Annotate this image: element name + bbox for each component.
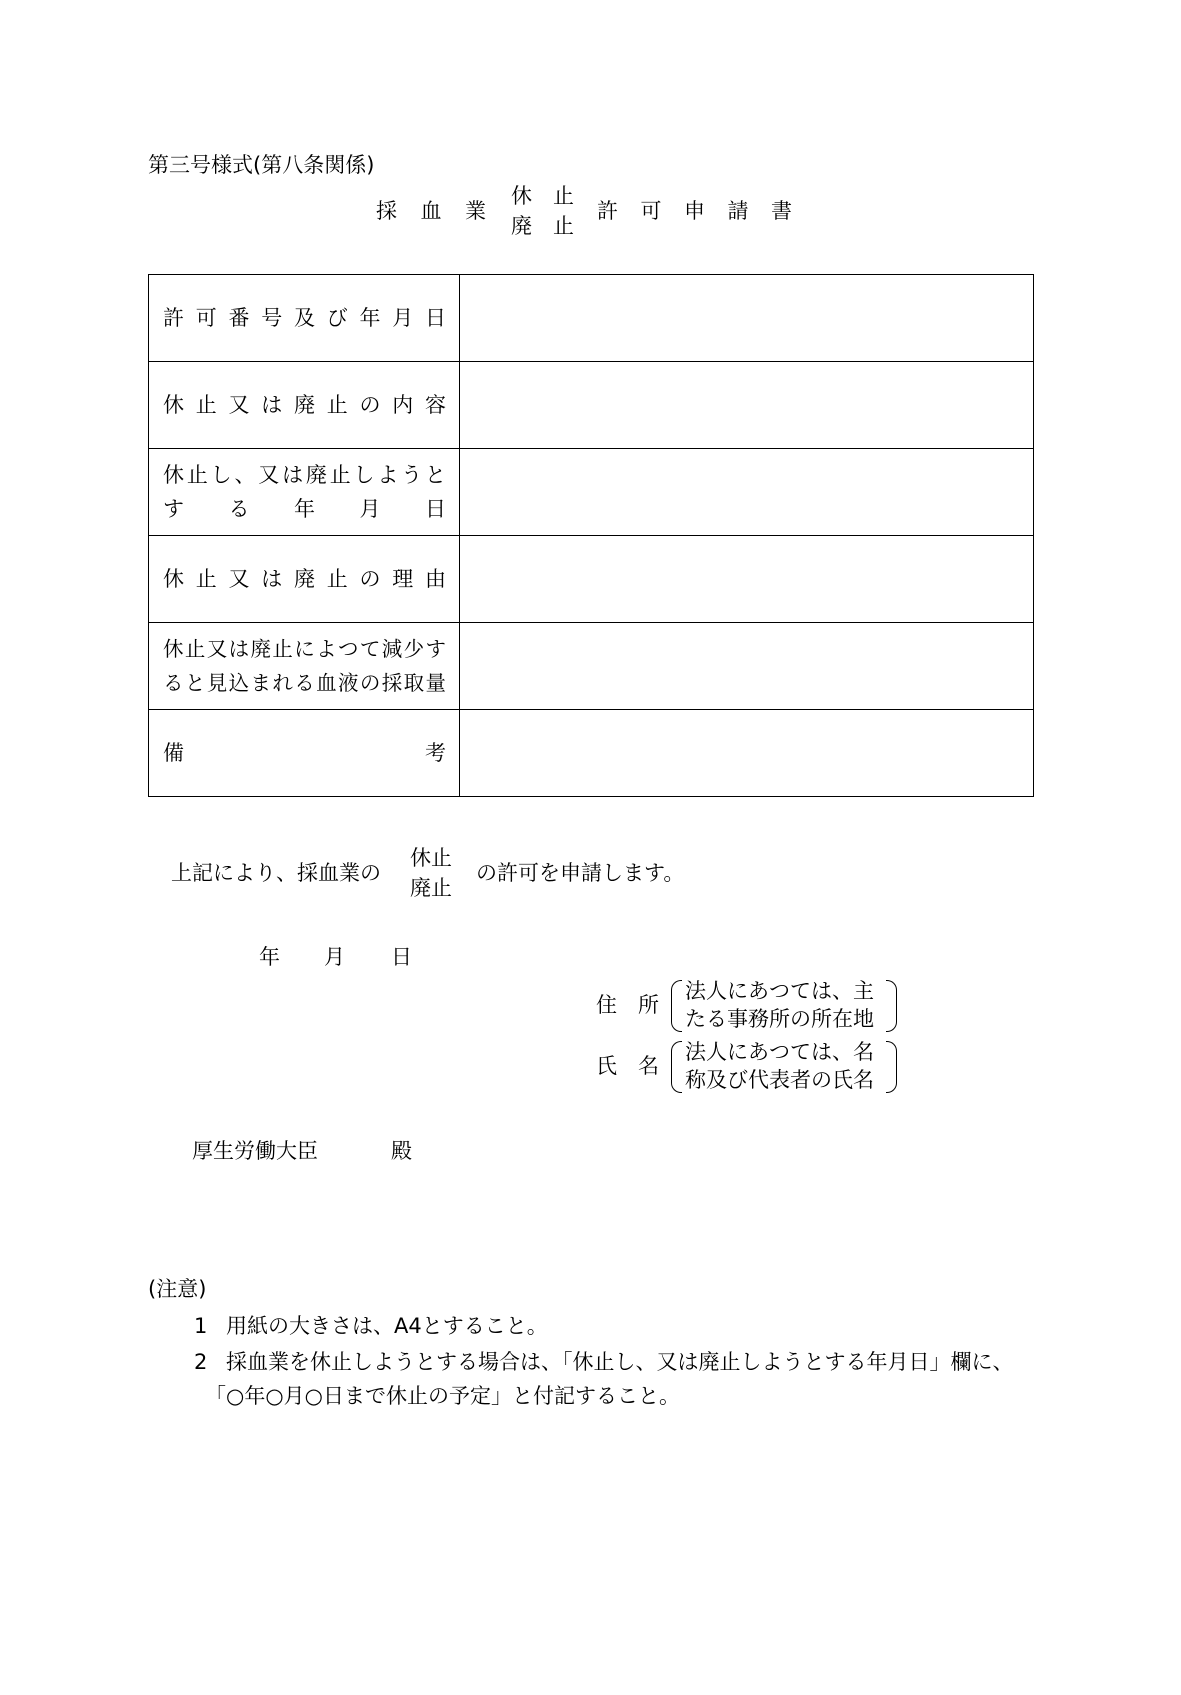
row-label [149, 362, 460, 449]
row-label [149, 275, 460, 362]
title-prefix-text: 採血業 [376, 199, 486, 223]
statement-option-bottom: 廃止 [410, 876, 452, 900]
row-label [149, 449, 460, 536]
notes-heading: (注意) [148, 1277, 207, 1301]
statement-after: の許可を申請します。 [476, 861, 685, 885]
row-value[interactable] [460, 275, 1034, 362]
label-line: ると見込まれる血液の採取量 [163, 671, 446, 695]
close-paren [886, 980, 897, 1032]
address-note-line: たる事務所の所在地 [685, 1007, 874, 1031]
addressee-honorific: 殿 [391, 1139, 412, 1163]
note-number: 1 [194, 1314, 208, 1338]
application-table [148, 274, 1034, 797]
row-label [149, 623, 460, 710]
table-row [149, 362, 1034, 449]
table-row [149, 623, 1034, 710]
date-day: 日 [391, 945, 412, 969]
open-paren [671, 1041, 682, 1093]
table-row [149, 275, 1034, 362]
label-line: 備考 [163, 741, 446, 765]
open-paren [671, 980, 682, 1032]
addressee-name: 厚生労働大臣 [192, 1139, 318, 1163]
name-label: 氏 名 [596, 1054, 659, 1078]
row-value[interactable] [460, 449, 1034, 536]
statement-option-top: 休止 [410, 846, 452, 870]
name-note-line: 称及び代表者の氏名 [685, 1068, 874, 1092]
label-line: 休止又は廃止によつて減少す [163, 637, 446, 661]
title-option-top-text: 休止 [511, 184, 574, 208]
name-note-line: 法人にあつては、名 [685, 1040, 874, 1064]
form-number: 第三号様式(第八条関係) [148, 153, 375, 177]
close-paren [886, 1041, 897, 1093]
title-option-top [511, 186, 574, 207]
row-label [149, 536, 460, 623]
note-text-continuation: 「○年○月○日まで休止の予定」と付記すること。 [205, 1384, 680, 1408]
title-option-bottom [511, 216, 574, 237]
title-option-bottom-text: 廃止 [511, 214, 574, 238]
address-note-line: 法人にあつては、主 [685, 979, 874, 1003]
title-suffix [597, 201, 792, 222]
label-line: 休止又は廃止の内容 [163, 393, 446, 417]
row-value[interactable] [460, 710, 1034, 797]
label-line: 休止又は廃止の理由 [163, 567, 446, 591]
address-label: 住 所 [596, 993, 659, 1017]
table-row [149, 449, 1034, 536]
row-value[interactable] [460, 362, 1034, 449]
row-label [149, 710, 460, 797]
note-text: 採血業を休止しようとする場合は、「休止し、又は廃止しようとする年月日」欄に、 [226, 1350, 1014, 1374]
label-line: 休止し、又は廃止しようと [163, 463, 446, 487]
label-line: する年月日 [163, 497, 446, 521]
date-year: 年 [259, 945, 280, 969]
table-row [149, 536, 1034, 623]
row-value[interactable] [460, 536, 1034, 623]
note-text: 用紙の大きさは、A4とすること。 [226, 1314, 548, 1338]
label-line: 許可番号及び年月日 [163, 306, 446, 330]
table-row [149, 710, 1034, 797]
statement-before: 上記により、採血業の [171, 861, 381, 885]
title-suffix-text: 許可申請書 [597, 199, 792, 223]
date-month: 月 [324, 945, 345, 969]
note-number: 2 [194, 1350, 208, 1374]
title-prefix [376, 201, 486, 222]
row-value[interactable] [460, 623, 1034, 710]
